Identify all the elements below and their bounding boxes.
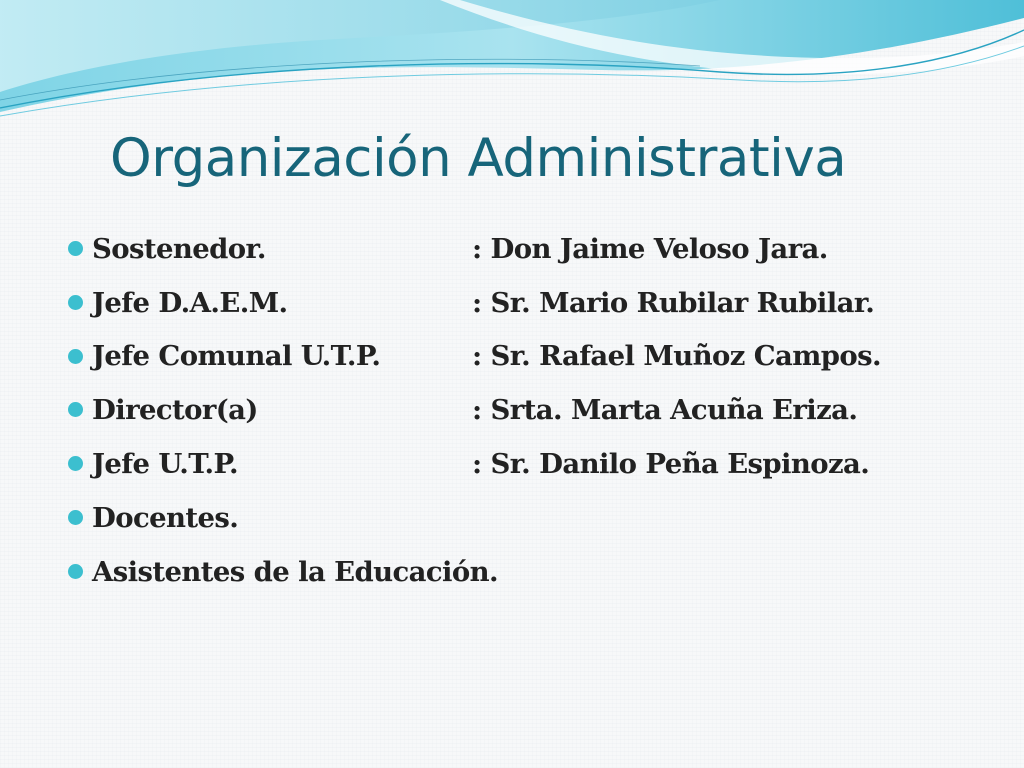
bullet-list: [62, 222, 1002, 599]
bullet-icon: [68, 402, 83, 417]
bullet-icon: [68, 349, 83, 364]
role-label: Jefe D.A.E.M.: [92, 286, 288, 319]
bullet-icon: [68, 241, 83, 256]
list-item: [62, 330, 1002, 384]
bullet-icon: [68, 456, 83, 471]
list-item: [62, 276, 1002, 330]
list-item: [62, 383, 1002, 437]
item-text: Docentes.: [92, 501, 239, 534]
list-item: [62, 491, 1002, 545]
list-item: [62, 222, 1002, 276]
person-name: : Sr. Mario Rubilar Rubilar.: [472, 286, 875, 319]
person-name: : Don Jaime Veloso Jara.: [472, 232, 828, 265]
person-name: : Sr. Danilo Peña Espinoza.: [472, 448, 870, 481]
slide-title: Organización Administrativa: [110, 128, 847, 189]
role-label: Jefe Comunal U.T.P.: [92, 340, 381, 373]
bullet-icon: [68, 295, 83, 310]
person-name: : Srta. Marta Acuña Eriza.: [472, 394, 858, 427]
list-item: [62, 545, 1002, 599]
list-item: [62, 437, 1002, 491]
role-label: Director(a): [92, 394, 258, 427]
role-label: Jefe U.T.P.: [92, 448, 239, 481]
item-text: Asistentes de la Educación.: [92, 555, 498, 588]
wave-decoration: [0, 0, 1024, 140]
person-name: : Sr. Rafael Muñoz Campos.: [472, 340, 881, 373]
role-label: Sostenedor.: [92, 232, 266, 265]
bullet-icon: [68, 510, 83, 525]
bullet-icon: [68, 564, 83, 579]
